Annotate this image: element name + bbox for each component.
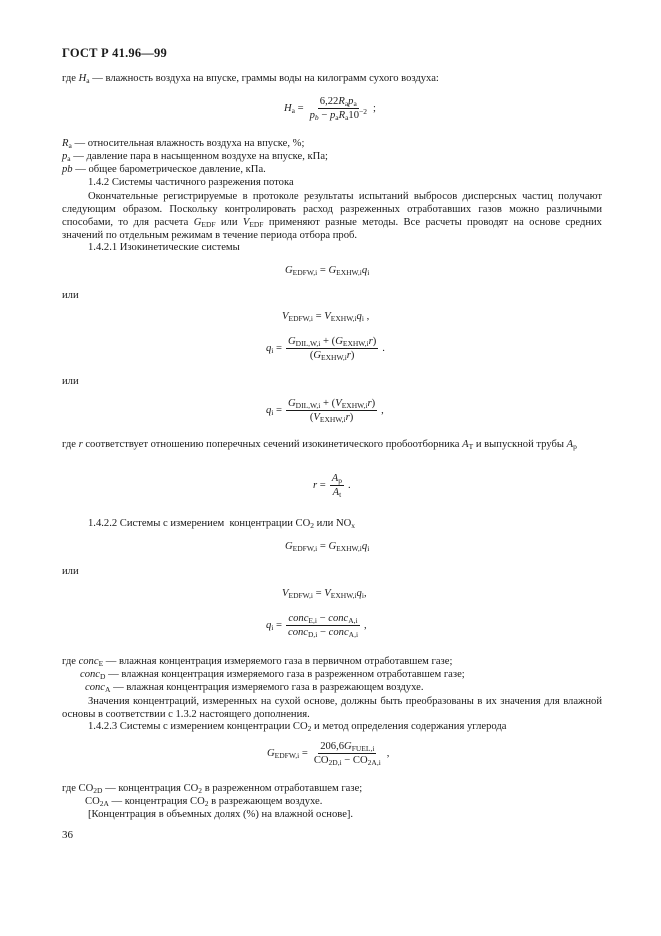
def-conc-a: conc$_A$ — влажная концентрация измеряемого газа в разрежающем воздухе.	[85, 682, 424, 694]
conversion-paragraph: Значения концентраций, измеренных на сухой основе, должны быть преобразованы в их значения для влажной основы в соответствии с 1.3.2 настоящего дополнения.	[62, 696, 602, 720]
formula-g-carbon: $G_{EDFW,i}$ = $\frac{206,6G_{FUEL,i}}{CO_{2D,i} - CO_{2A,i}}$ ,	[267, 741, 390, 767]
def-pa: $p_а$ — давление пара в насыщенном воздухе на впуске, кПа;	[62, 151, 328, 163]
formula-humidity: $H_а$ = $\frac{6,22R_аp_а}{p_b - p_аR_а10^{-2}}$ ;	[284, 96, 376, 122]
section-1-4-2-title: 1.4.2 Системы частичного разрежения потока	[88, 177, 294, 188]
formula-v-edfw-1: $V_{EDFW,i} = V_{EXHW,i}q_i$ ,	[282, 311, 370, 323]
def-co2a: $CO_{2A}$ — концентрация $CO_2$ в разрежающем воздухе.	[85, 796, 323, 808]
def-pb: pb — общее барометрическое давление, кПа.	[62, 164, 266, 175]
word-or-1: или	[62, 290, 79, 301]
def-conc-d: conc$_D$ — влажная концентрация измеряемого газа в разреженном отработавшем газе;	[80, 669, 465, 681]
formula-qi-g: $q_i$ = $\frac{G_{DIL,W,i} + (G_{EXHW,i}r)}{(G_{EXHW,i}r)}$ .	[266, 336, 385, 362]
formula-g-edfw-1: $G_{EDFW,i} = G_{EXHW,i}q_i$	[285, 265, 370, 277]
humidity-intro: где $H_а$ — влажность воздуха на впуске, граммы воды на килограмм сухого воздуха:	[62, 73, 439, 85]
page-number: 36	[62, 829, 73, 841]
document-header: ГОСТ Р 41.96—99	[62, 46, 167, 60]
def-co2d: где $CO_{2D}$ — концентрация $CO_2$ в разреженном отработавшем газе;	[62, 783, 363, 795]
def-conc-e: где conc$_E$ — влажная концентрация измеряемого газа в первичном отработавшем газе;	[62, 656, 453, 668]
section-1-4-2-paragraph: Окончательные регистрируемые в протоколе результаты испытаний выбросов дисперсных частиц получают следующим образом. Поскольку контролировать расход разреженных отработавших газов можно различными способами, то для расчета $G_{EDF}$ или $V_{EDF}$ применяют разные методы. Все расчеты проводят на основе средних значений по отдельным режимам в течение периода отбора проб.	[62, 191, 602, 241]
section-1-4-2-3-title: 1.4.2.3 Системы с измерением концентрации $CO_2$ и метод определения содержания углерода	[88, 721, 507, 733]
r-definition: где r соответствует отношению поперечных сечений изокинетического пробоотборника $A_T$ и выпускной трубы $A_p$	[62, 439, 577, 451]
word-or-3: или	[62, 566, 79, 577]
formula-v-edfw-2: $V_{EDFW,i} = V_{EXHW,i}q_i$,	[282, 588, 367, 600]
def-ra: $R_а$ — относительная влажность воздуха на впуске, %;	[62, 138, 305, 150]
section-1-4-2-2-title: 1.4.2.2 Системы с измерением концентрации $CO_2$ или $NO_x$	[88, 518, 356, 530]
formula-qi-v: $q_i$ = $\frac{G_{DIL,W,i} + (V_{EXHW,i}r)}{(V_{EXHW,i}r)}$ ,	[266, 398, 384, 424]
formula-g-edfw-2: $G_{EDFW,i} = G_{EXHW,i}q_i$	[285, 541, 370, 553]
section-1-4-2-1-title: 1.4.2.1 Изокинетические системы	[88, 242, 240, 253]
formula-qi-conc: $q_i$ = $\frac{conc_{E,i} - conc_{A,i}}{conc_{D,i} - conc_{A,i}}$ ,	[266, 613, 367, 639]
word-or-2: или	[62, 376, 79, 387]
formula-r: r = $\frac{A_p}{A_t}$ .	[313, 473, 351, 499]
def-basis: [Концентрация в объемных долях (%) на влажной основе].	[88, 809, 354, 820]
